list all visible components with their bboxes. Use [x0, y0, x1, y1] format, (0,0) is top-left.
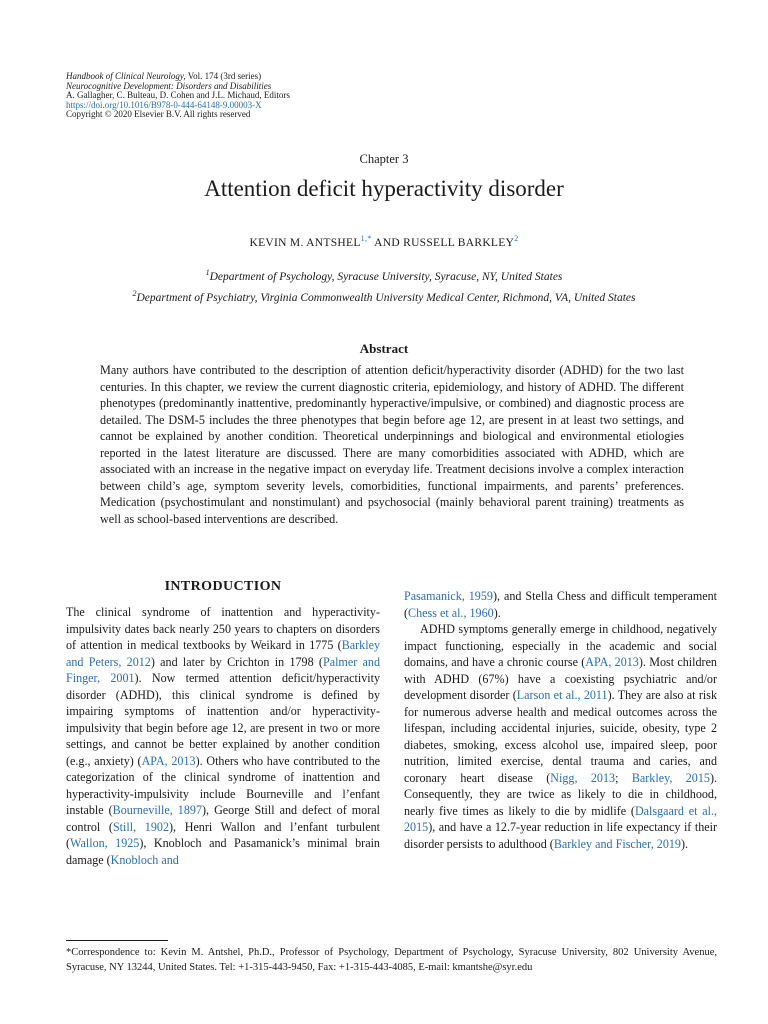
introduction-right-column	[404, 588, 717, 852]
author-2-affiliation-mark[interactable]: 2	[514, 234, 519, 243]
author-1: KEVIN M. ANTSHEL	[249, 236, 361, 249]
correspondence-footnote: *Correspondence to: Kevin M. Antshel, Ph.D., Professor of Psychology, Department of Psychology, Syracuse University, 802 University Avenue, Syracuse, NY 13244, United States. Tel: +1-315-443-9450, Fax: +1-315-443-4085, E-mail: kmantshe@syr.edu	[66, 947, 717, 973]
citation-link[interactable]: Still, 1902	[112, 819, 169, 834]
citation-link[interactable]: Barkley and Peters, 2012	[66, 638, 380, 669]
body-text: ), Henri Wallon and l’enfant turbulent (	[66, 819, 381, 850]
doi-link[interactable]: https://doi.org/10.1016/B978-0-444-64148-9.00003-X	[66, 99, 262, 110]
abstract-heading: Abstract	[359, 341, 409, 356]
citation-link[interactable]: Chess et al., 1960	[408, 605, 494, 620]
introduction-heading: INTRODUCTION	[164, 579, 282, 594]
body-text: ).	[493, 605, 501, 620]
paragraph-continuation	[404, 589, 717, 620]
introduction-left-column	[66, 604, 380, 868]
body-text: ), and Stella Chess and difficult temperament (	[404, 589, 718, 620]
citation-link[interactable]: Larson et al., 2011	[516, 688, 608, 702]
body-text: ) and later by Crichton in 1798 (	[150, 654, 323, 669]
chapter-title: Attention deficit hyperactivity disorder	[204, 176, 564, 201]
affiliation-2	[0, 289, 768, 304]
body-text: ). They are also at risk for numerous adverse health and medical outcomes across the lifespan, including accidental injuries, suicide, obesity, type 2 diabetes, smoking, excess alcohol use, impaired sleep, poor nutrition, limited exercise, dental trauma and caries, and coronary heart disease (	[404, 688, 717, 785]
body-text: ). Now termed attention deficit/hyperactivity disorder (ADHD), this clinical syndrome is defined by impairing symptoms of inattention and/or hyperactivity-impulsivity that begin before age 12, are present in two or more settings, and cannot be better explained by another condition (e.g., anxiety) (	[66, 671, 381, 768]
citation-link[interactable]: Barkley and Fischer, 2019	[553, 836, 681, 851]
affiliation-1-mark: 1	[205, 268, 210, 277]
journal-name: Handbook of Clinical Neurology,	[66, 71, 186, 81]
affiliation-1-text: Department of Psychology, Syracuse University, Syracuse, NY, United States	[209, 270, 563, 283]
abstract-text: Many authors have contributed to the description of attention deficit/hyperactivity disorder (ADHD) for the two last centuries. In this chapter, we review the current diagnostic criteria, epidemiology, and history of ADHD. The different phenotypes (predominantly inattentive, predominantly hyperactive/impulsive, or combined) and diagnostic process are detailed. The DSM-5 includes the three phenotypes that begin before age 12, are present in at least two settings, and cannot be explained by another condition. Theoretical underpinnings and biological and environmental etiologies reported in the latest literature are discussed. There are many comorbidities associated with ADHD, which are associated with an increase in the negative impact on everyday life. Treatment decisions involve a complex interaction between child’s age, symptom severity levels, comorbidities, functional impairments, and parents’ preferences. Medication (psychostimulant and nonstimulant) and psychosocial (mainly behavioral parent training) treatments as well as school-based interventions are described.	[100, 363, 684, 526]
footnote-divider	[66, 940, 168, 941]
citation-link[interactable]: Wallon, 1925	[70, 836, 140, 850]
body-text: ), and have a 12.7-year reduction in life expectancy if their disorder persists to adulthood (	[404, 820, 717, 851]
affiliation-2-text: Department of Psychiatry, Virginia Commonwealth University Medical Center, Richmond, VA, United States	[136, 291, 636, 304]
body-text: ), Knobloch and Pasamanick’s minimal brain damage (	[66, 836, 380, 867]
body-text: ). Others who have contributed to the categorization of the clinical syndrome of inattention and hyperactivity-impulsivity include Bourneville and l’enfant instable (	[66, 753, 380, 817]
affiliation-2-mark: 2	[132, 289, 137, 298]
affiliation-1	[0, 268, 768, 283]
author-conjunction: AND	[371, 236, 404, 249]
paragraph-adhd-symptoms	[404, 621, 717, 852]
body-text: ), George Still and defect of moral control (	[66, 803, 380, 834]
citation-link[interactable]: Bourneville, 1897	[112, 803, 202, 817]
citation-link[interactable]: APA, 2013	[141, 753, 196, 768]
citation-link[interactable]: Barkley, 2015	[631, 770, 710, 785]
body-text: ;	[615, 770, 632, 785]
body-text: ). Consequently, they are twice as likely to die in childhood, nearly five times as likely to die by midlife (	[404, 770, 718, 818]
editors-line: A. Gallagher, C. Bulteau, D. Cohen and J.L. Michaud, Editors	[66, 90, 290, 101]
chapter-label: Chapter 3	[359, 152, 409, 166]
book-subtitle: Neurocognitive Development: Disorders and Disabilities	[66, 80, 272, 91]
citation-link[interactable]: Nigg, 2013	[550, 770, 616, 785]
citation-link[interactable]: Palmer and Finger, 2001	[66, 654, 380, 685]
volume-info: Vol. 174 (3rd series)	[185, 71, 262, 81]
citation-link[interactable]: APA, 2013	[585, 655, 639, 669]
body-text: The clinical syndrome of inattention and hyperactivity-impulsivity dates back nearly 250 years to chapters on disorders of attention in medical textbooks by Weikard in 1775 (	[66, 605, 380, 652]
body-text: ADHD symptoms generally emerge in childhood, negatively impact functioning, especially in the academic and social domains, and have a chronic course (	[404, 622, 717, 669]
author-line	[0, 234, 768, 249]
author-1-affiliation-mark[interactable]: 1,*	[360, 234, 372, 243]
citation-link[interactable]: Dalsgaard et al., 2015	[404, 803, 718, 834]
author-2: RUSSELL BARKLEY	[403, 236, 515, 249]
body-text: ). Most children with ADHD (67%) have a coexisting psychiatric and/or development disorder (	[404, 655, 717, 702]
body-text: ).	[680, 836, 689, 851]
citation-link[interactable]: Knobloch and	[110, 852, 179, 867]
copyright-line: Copyright © 2020 Elsevier B.V. All rights reserved	[66, 109, 251, 120]
citation-link[interactable]: Pasamanick, 1959	[404, 589, 493, 603]
journal-header	[66, 72, 290, 120]
